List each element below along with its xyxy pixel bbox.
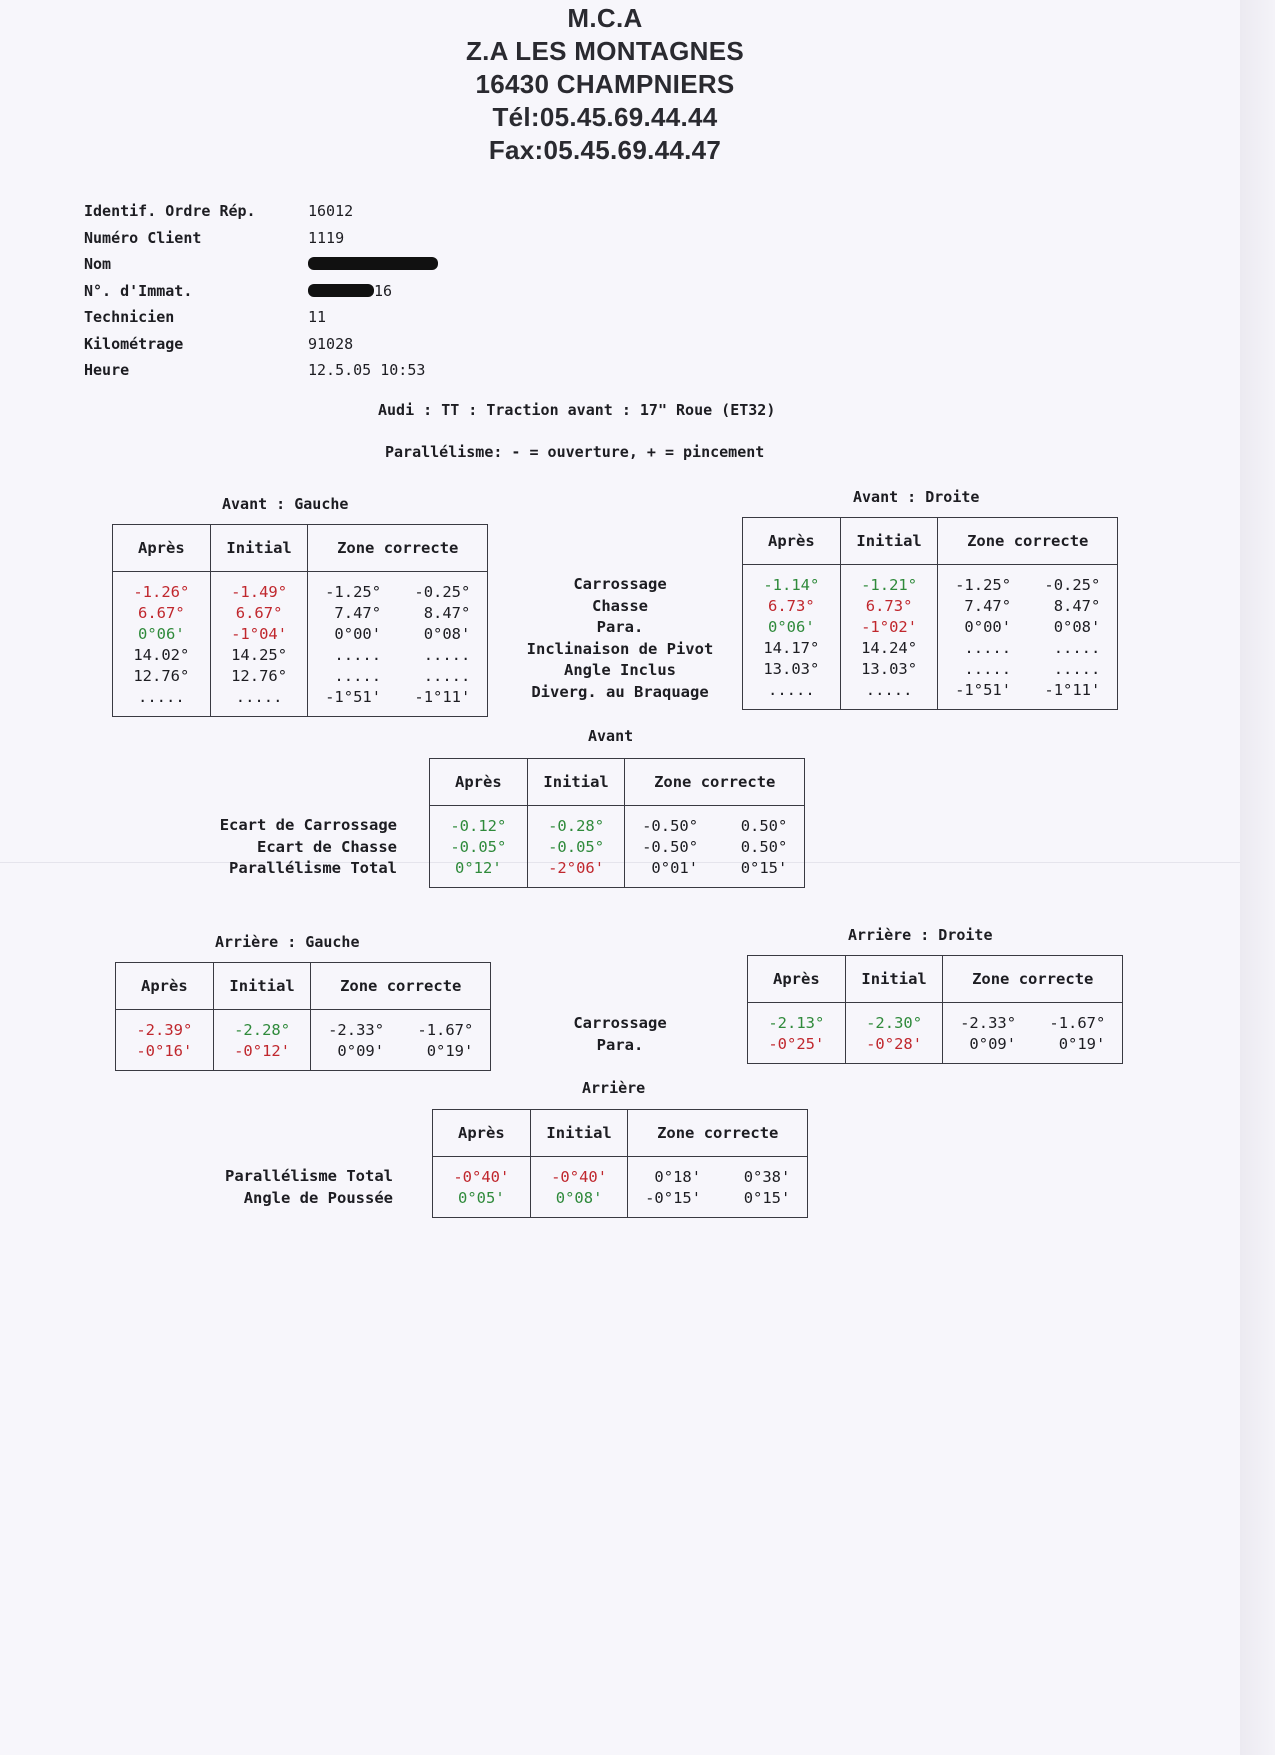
zone-max: 0°15': [740, 859, 788, 877]
initial-value: 14.25°: [231, 646, 288, 664]
zone-max: -0.25°: [1044, 576, 1101, 594]
company-city: 16430 CHAMPNIERS: [475, 69, 735, 99]
zone-range: [938, 596, 1117, 617]
zone-max: .....: [1053, 639, 1101, 657]
header-apres: Après: [116, 963, 214, 1010]
zone-max: -1°11': [1044, 681, 1101, 699]
rear-right-table: [747, 955, 1123, 1064]
initial-column: [530, 1157, 628, 1218]
zone-max: 0.50°: [740, 838, 788, 856]
apres-value: 14.02°: [133, 646, 190, 664]
initial-column: [213, 1010, 311, 1071]
front-right-table: [742, 517, 1118, 710]
row-label: Carrossage: [573, 1014, 667, 1032]
page-edge: [1240, 0, 1275, 1755]
header-zone: Zone correcte: [625, 759, 805, 806]
row-label: Angle de Poussée: [243, 1188, 393, 1207]
table-row: [430, 806, 805, 888]
table-header-row: [113, 525, 488, 572]
zone-min: 0°09': [969, 1035, 1017, 1053]
apres-value: 13.03°: [763, 660, 820, 678]
zone-range: [308, 603, 487, 624]
apres-column: [430, 806, 528, 888]
zone-column: [628, 1157, 808, 1218]
zone-min: -1°51': [955, 681, 1012, 699]
zone-max: 0°08': [423, 625, 471, 643]
header-apres: Après: [743, 518, 841, 565]
zone-min: .....: [964, 639, 1012, 657]
zone-range: [311, 1041, 490, 1062]
initial-column: [210, 572, 308, 717]
header-apres: Après: [748, 956, 846, 1003]
header-initial: Initial: [527, 759, 625, 806]
zone-max: 0°08': [1053, 618, 1101, 636]
row-label: Carrossage: [573, 575, 667, 593]
apres-column: [433, 1157, 531, 1218]
apres-value: 0°05': [458, 1189, 505, 1207]
info-value: 1119: [308, 228, 345, 247]
zone-max: -1°11': [414, 688, 471, 706]
header-apres: Après: [433, 1110, 531, 1157]
zone-range: [938, 659, 1117, 680]
zone-max: -1.67°: [1049, 1014, 1106, 1032]
zone-max: 0°15': [743, 1189, 791, 1207]
front-left-title: Avant : Gauche: [222, 495, 349, 513]
initial-value: -0.28°: [548, 817, 605, 835]
zone-range: [308, 624, 487, 645]
company-phone: Tél:05.45.69.44.44: [492, 102, 718, 132]
info-value-plate: [308, 282, 392, 300]
info-label: Nom: [84, 255, 112, 273]
zone-max: -0.25°: [414, 583, 471, 601]
table-header-row: [116, 963, 491, 1010]
apres-value: .....: [768, 681, 815, 699]
info-value-redacted: [308, 255, 438, 273]
initial-value: 14.24°: [861, 639, 918, 657]
initial-column: [840, 565, 938, 710]
header-zone: Zone correcte: [938, 518, 1118, 565]
redaction-bar: [308, 257, 438, 270]
initial-value: -1.49°: [231, 583, 288, 601]
zone-min: .....: [964, 660, 1012, 678]
apres-value: 6.67°: [138, 604, 185, 622]
info-label: N°. d'Immat.: [84, 281, 193, 300]
zone-range: [943, 1013, 1122, 1034]
header-zone: Zone correcte: [311, 963, 491, 1010]
plate-suffix: 16: [374, 281, 393, 300]
apres-value: 12.76°: [133, 667, 190, 685]
zone-column: [943, 1003, 1123, 1064]
apres-value: -0.05°: [450, 838, 507, 856]
initial-value: 12.76°: [231, 667, 288, 685]
header-zone: Zone correcte: [308, 525, 488, 572]
initial-value: -0°28': [866, 1035, 923, 1053]
rear-right-title: Arrière : Droite: [848, 926, 993, 944]
rear-labels: [520, 1013, 720, 1056]
zone-min: -1°51': [325, 688, 382, 706]
apres-value: -1.26°: [133, 583, 190, 601]
apres-column: [113, 572, 211, 717]
zone-min: -1.25°: [955, 576, 1012, 594]
zone-range: [628, 1167, 807, 1188]
zone-max: 0°19': [426, 1042, 474, 1060]
zone-max: 0°38': [743, 1168, 791, 1186]
company-address: Z.A LES MONTAGNES: [465, 36, 745, 66]
apres-value: -0°40': [453, 1168, 510, 1186]
zone-column: [308, 572, 488, 717]
zone-range: [311, 1020, 490, 1041]
row-label: Ecart de Carrossage: [219, 816, 397, 834]
initial-value: .....: [235, 688, 283, 706]
zone-max: -1.67°: [417, 1021, 474, 1039]
zone-min: 7.47°: [964, 597, 1012, 615]
front-axle-labels: [160, 815, 397, 880]
header-apres: Après: [113, 525, 211, 572]
apres-value: -2.13°: [768, 1014, 825, 1032]
row-label: Diverg. au Braquage: [531, 682, 709, 701]
zone-min: 0°09': [337, 1042, 385, 1060]
info-value: 12.5.05 10:53: [308, 361, 426, 379]
zone-max: .....: [423, 667, 471, 685]
redaction-bar: [308, 284, 374, 297]
zone-range: [938, 638, 1117, 659]
zone-column: [625, 806, 805, 888]
row-label: Para.: [596, 618, 644, 636]
initial-column: [845, 1003, 943, 1064]
table-row: [748, 1003, 1123, 1064]
initial-value: 0°08': [555, 1189, 603, 1207]
zone-min: 0°00': [964, 618, 1012, 636]
apres-column: [116, 1010, 214, 1071]
zone-max: 0.50°: [740, 817, 788, 835]
info-value: 16012: [308, 202, 354, 220]
initial-value: -1°04': [231, 625, 288, 643]
zone-min: -2.33°: [960, 1014, 1017, 1032]
zone-min: -2.33°: [328, 1021, 385, 1039]
zone-min: 0°18': [654, 1168, 702, 1186]
table-row: [433, 1157, 808, 1218]
info-label: Heure: [84, 361, 130, 379]
initial-value: 6.73°: [865, 597, 913, 615]
apres-value: 0°12': [455, 859, 502, 877]
zone-range: [628, 1188, 807, 1209]
zone-range: [938, 617, 1117, 638]
zone-min: -0.50°: [642, 817, 699, 835]
header-initial: Initial: [840, 518, 938, 565]
row-label: Angle Inclus: [564, 661, 676, 679]
header-apres: Après: [430, 759, 528, 806]
company-fax: Fax:05.45.69.44.47: [488, 135, 722, 165]
apres-value: 0°06': [138, 625, 185, 643]
zone-range: [938, 575, 1117, 596]
info-label: Numéro Client: [84, 228, 202, 247]
apres-value: -0°16': [136, 1042, 193, 1060]
rear-axle-labels: [160, 1166, 393, 1209]
apres-value: -0°25': [768, 1035, 825, 1053]
apres-value: -2.39°: [136, 1021, 193, 1039]
front-left-table: [112, 524, 488, 717]
table-header-row: [433, 1110, 808, 1157]
zone-range: [308, 687, 487, 708]
apres-column: [743, 565, 841, 710]
initial-value: -2.30°: [866, 1014, 923, 1032]
header-initial: Initial: [210, 525, 308, 572]
initial-value: -0°12': [234, 1042, 291, 1060]
info-label: Kilométrage: [84, 334, 184, 353]
zone-column: [311, 1010, 491, 1071]
zone-min: 7.47°: [334, 604, 382, 622]
zone-min: -0°15': [645, 1189, 702, 1207]
initial-value: -1°02': [861, 618, 918, 636]
zone-max: .....: [1053, 660, 1101, 678]
zone-range: [308, 666, 487, 687]
zone-range: [308, 645, 487, 666]
table-header-row: [743, 518, 1118, 565]
initial-value: .....: [865, 681, 913, 699]
initial-column: [527, 806, 625, 888]
header-zone: Zone correcte: [943, 956, 1123, 1003]
legend-line: Parallélisme: - = ouverture, + = pincement: [385, 443, 765, 461]
apres-value: -0.12°: [450, 817, 507, 835]
table-row: [743, 565, 1118, 710]
zone-max: 8.47°: [423, 604, 471, 622]
row-label: Parallélisme Total: [225, 1167, 393, 1185]
zone-min: -1.25°: [325, 583, 382, 601]
row-label: Inclinaison de Pivot: [526, 639, 714, 658]
vehicle-line: Audi : TT : Traction avant : 17" Roue (ET32): [378, 401, 776, 419]
table-header-row: [748, 956, 1123, 1003]
zone-range: [943, 1034, 1122, 1055]
apres-value: 0°06': [768, 618, 815, 636]
zone-range: [625, 816, 804, 837]
info-value: 91028: [308, 334, 354, 353]
company-header: [300, 2, 910, 167]
apres-value: 6.73°: [768, 597, 815, 615]
zone-min: .....: [334, 646, 382, 664]
rear-left-title: Arrière : Gauche: [215, 933, 360, 951]
row-label: Ecart de Chasse: [257, 837, 397, 856]
initial-value: -0°40': [551, 1168, 608, 1186]
header-zone: Zone correcte: [628, 1110, 808, 1157]
row-label: Chasse: [592, 596, 648, 615]
header-initial: Initial: [845, 956, 943, 1003]
zone-range: [938, 680, 1117, 701]
zone-column: [938, 565, 1118, 710]
zone-max: .....: [423, 646, 471, 664]
table-row: [113, 572, 488, 717]
zone-min: .....: [334, 667, 382, 685]
table-row: [116, 1010, 491, 1071]
header-initial: Initial: [530, 1110, 628, 1157]
zone-range: [625, 858, 804, 879]
initial-value: -2.28°: [234, 1021, 291, 1039]
header-initial: Initial: [213, 963, 311, 1010]
zone-range: [625, 837, 804, 858]
zone-range: [308, 582, 487, 603]
company-name: M.C.A: [567, 3, 643, 33]
zone-max: 8.47°: [1053, 597, 1101, 615]
rear-left-table: [115, 962, 491, 1071]
info-label: Identif. Ordre Rép.: [84, 202, 256, 220]
front-labels: [505, 574, 735, 703]
apres-value: .....: [138, 688, 185, 706]
zone-min: 0°01': [651, 859, 699, 877]
front-axle-title: Avant: [588, 727, 634, 745]
front-axle-table: [429, 758, 805, 888]
apres-column: [748, 1003, 846, 1064]
zone-min: 0°00': [334, 625, 382, 643]
front-right-title: Avant : Droite: [853, 488, 980, 506]
table-header-row: [430, 759, 805, 806]
info-value: 11: [308, 308, 327, 326]
rear-axle-title: Arrière: [582, 1079, 646, 1097]
row-label: Parallélisme Total: [229, 859, 397, 877]
apres-value: 14.17°: [763, 639, 820, 657]
initial-value: 13.03°: [861, 660, 918, 678]
info-label: Technicien: [84, 308, 175, 326]
initial-value: 6.67°: [235, 604, 283, 622]
initial-value: -0.05°: [548, 838, 605, 856]
zone-min: -0.50°: [642, 838, 699, 856]
initial-value: -1.21°: [861, 576, 918, 594]
zone-max: 0°19': [1058, 1035, 1106, 1053]
apres-value: -1.14°: [763, 576, 820, 594]
initial-value: -2°06': [548, 859, 605, 877]
rear-axle-table: [432, 1109, 808, 1218]
row-label: Para.: [596, 1035, 644, 1054]
